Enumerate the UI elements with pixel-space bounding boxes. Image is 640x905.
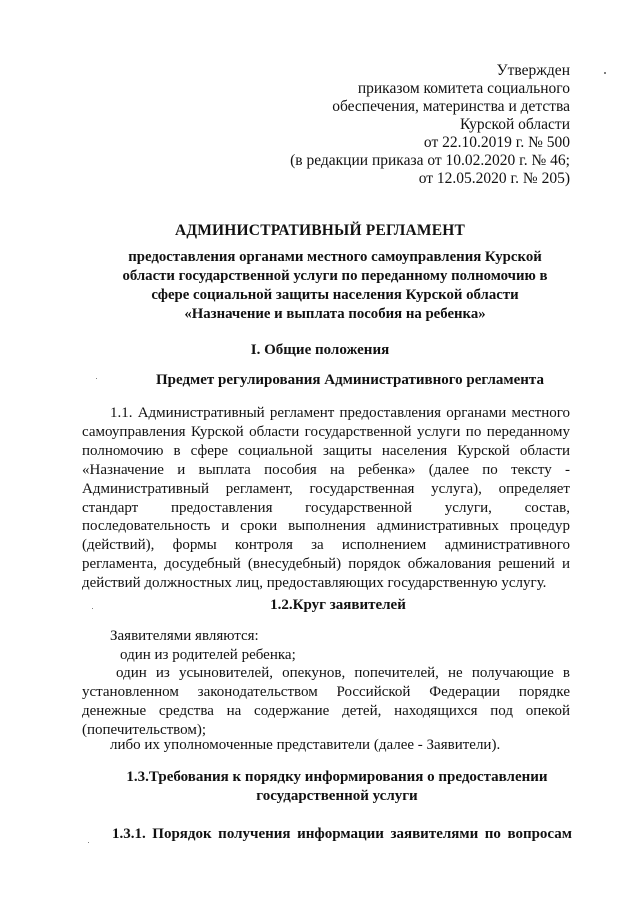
subsection-heading-subject: Предмет регулирования Административного регламента: [156, 372, 544, 388]
section-heading-requirements: 1.3.Требования к порядку информирования о предоставлении государственной услуги: [126, 769, 548, 804]
applicant-item: один из родителей ребенка;: [120, 647, 296, 663]
approval-line: Курской области: [459, 116, 570, 133]
scan-speck: [92, 608, 93, 609]
section-heading-general: I. Общие положения: [250, 342, 390, 358]
scan-speck: [96, 378, 97, 379]
approval-line: обеспечения, материнства и детства: [332, 98, 570, 115]
approval-line: приказом комитета социального: [357, 80, 570, 97]
approval-line: от 22.10.2019 г. № 500: [423, 134, 570, 151]
applicant-item: либо их уполномоченные представители (далее - Заявители).: [110, 737, 501, 753]
scan-speck: [88, 842, 89, 843]
scan-speck: [604, 72, 606, 74]
document-title: АДМИНИСТРАТИВНЫЙ РЕГЛАМЕНТ: [174, 222, 466, 239]
approval-line: от 12.05.2020 г. № 205): [418, 170, 570, 187]
approval-line: Утвержден: [496, 62, 570, 79]
approval-block: [290, 62, 570, 188]
subsection-heading-1-3-1: 1.3.1. Порядок получения информации заявителями по вопросам: [112, 826, 572, 842]
approval-line: (в редакции приказа от 10.02.2020 г. № 46;: [290, 152, 570, 169]
section-heading-applicants: 1.2.Круг заявителей: [270, 597, 406, 613]
applicants-intro: Заявителями являются:: [110, 628, 259, 644]
paragraph-1-1: 1.1. Административный регламент предоставления органами местного самоуправления Курской области государственной услуги по переданному полномочию в сфере социальной защиты населения Курской области «Назначение и выплата пособия на ребенка» (далее по тексту - Административный регламент, государственная услуга), определяет стандарт предоставления государственной услуги, состав, последовательность и сроки выполнения административных процедур (действий), формы контроля за исполнением административного регламента, досудебный (внесудебный) порядок обжалования решений и действий должностных лиц, предоставляющих государственную услугу.: [82, 405, 570, 592]
document-subtitle: предоставления органами местного самоуправления Курской области государственной услуги по переданному полномочию в сфере социальной защиты населения Курской области «Назначение и выплата пособия на ребенка»: [122, 249, 548, 322]
applicant-item: один из усыновителей, опекунов, попечителей, не получающие в установленном законодательством Российской Федерации порядке денежные средства на содержание детей, находящихся под опекой (попечительством);: [82, 665, 570, 738]
